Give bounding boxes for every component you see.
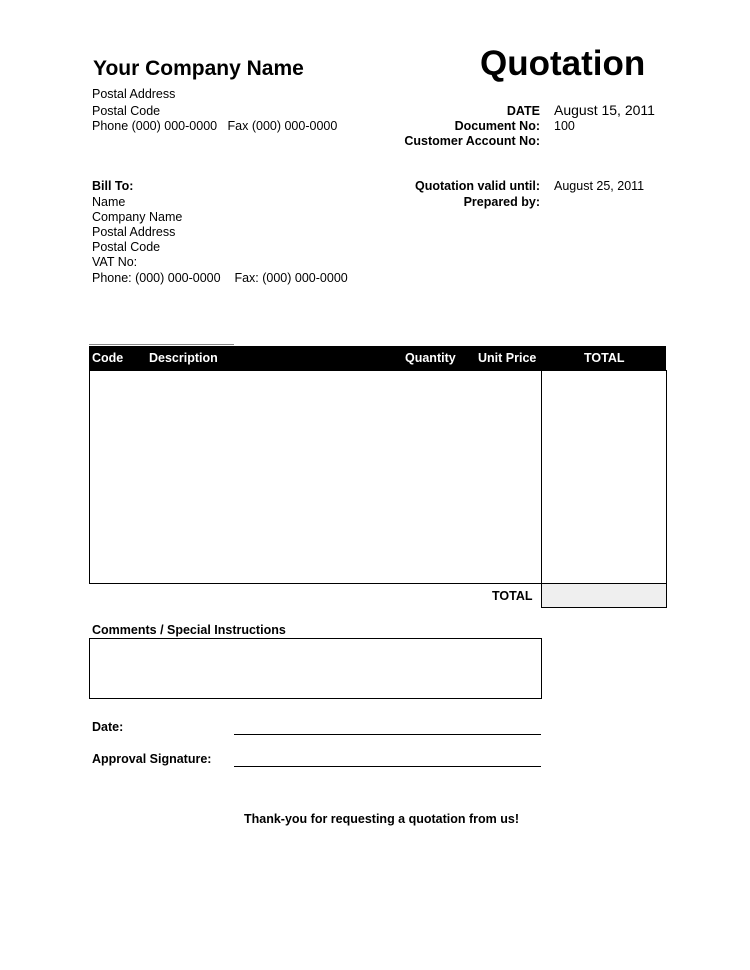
items-table-header: [89, 346, 666, 370]
column-description: Description: [149, 351, 218, 365]
valid-until-label: Quotation valid until:: [415, 179, 540, 193]
bill-to-heading: Bill To:: [92, 179, 134, 193]
comments-heading: Comments / Special Instructions: [92, 623, 286, 637]
approval-signature-label: Approval Signature:: [92, 752, 212, 766]
grand-total-label: TOTAL: [492, 589, 533, 603]
comments-box[interactable]: [89, 638, 542, 699]
company-phone-fax: Phone (000) 000-0000 Fax (000) 000-0000: [92, 119, 338, 133]
items-total-column[interactable]: [541, 370, 667, 584]
document-no-value: 100: [554, 119, 575, 133]
column-code: Code: [92, 351, 124, 365]
date-label: DATE: [506, 104, 540, 118]
column-total: TOTAL: [584, 351, 625, 365]
company-postal-code: Postal Code: [92, 104, 161, 118]
prepared-by-label: Prepared by:: [463, 195, 540, 209]
table-top-rule: [89, 344, 234, 345]
document-no-label: Document No:: [454, 119, 540, 133]
company-postal-address: Postal Address: [92, 87, 176, 101]
date-value: August 15, 2011: [554, 102, 655, 118]
thank-you-message: Thank-you for requesting a quotation from us!: [244, 812, 519, 826]
approval-date-line[interactable]: [234, 734, 541, 735]
approval-date-label: Date:: [92, 720, 124, 734]
column-quantity: Quantity: [405, 351, 456, 365]
bill-to-postal-code: Postal Code: [92, 240, 161, 254]
column-unit-price: Unit Price: [478, 351, 537, 365]
approval-signature-line[interactable]: [234, 766, 541, 767]
items-table-body[interactable]: [89, 370, 542, 584]
bill-to-name: Name: [92, 195, 126, 209]
valid-until-value: August 25, 2011: [554, 179, 645, 193]
bill-to-company: Company Name: [92, 210, 183, 224]
bill-to-vat: VAT No:: [92, 255, 138, 269]
bill-to-phone-fax: Phone: (000) 000-0000 Fax: (000) 000-0000: [92, 271, 348, 285]
bill-to-postal-address: Postal Address: [92, 225, 176, 239]
document-title: Quotation: [480, 44, 646, 83]
grand-total-cell[interactable]: [541, 583, 667, 608]
customer-account-label: Customer Account No:: [404, 134, 540, 148]
company-name: Your Company Name: [93, 57, 304, 80]
